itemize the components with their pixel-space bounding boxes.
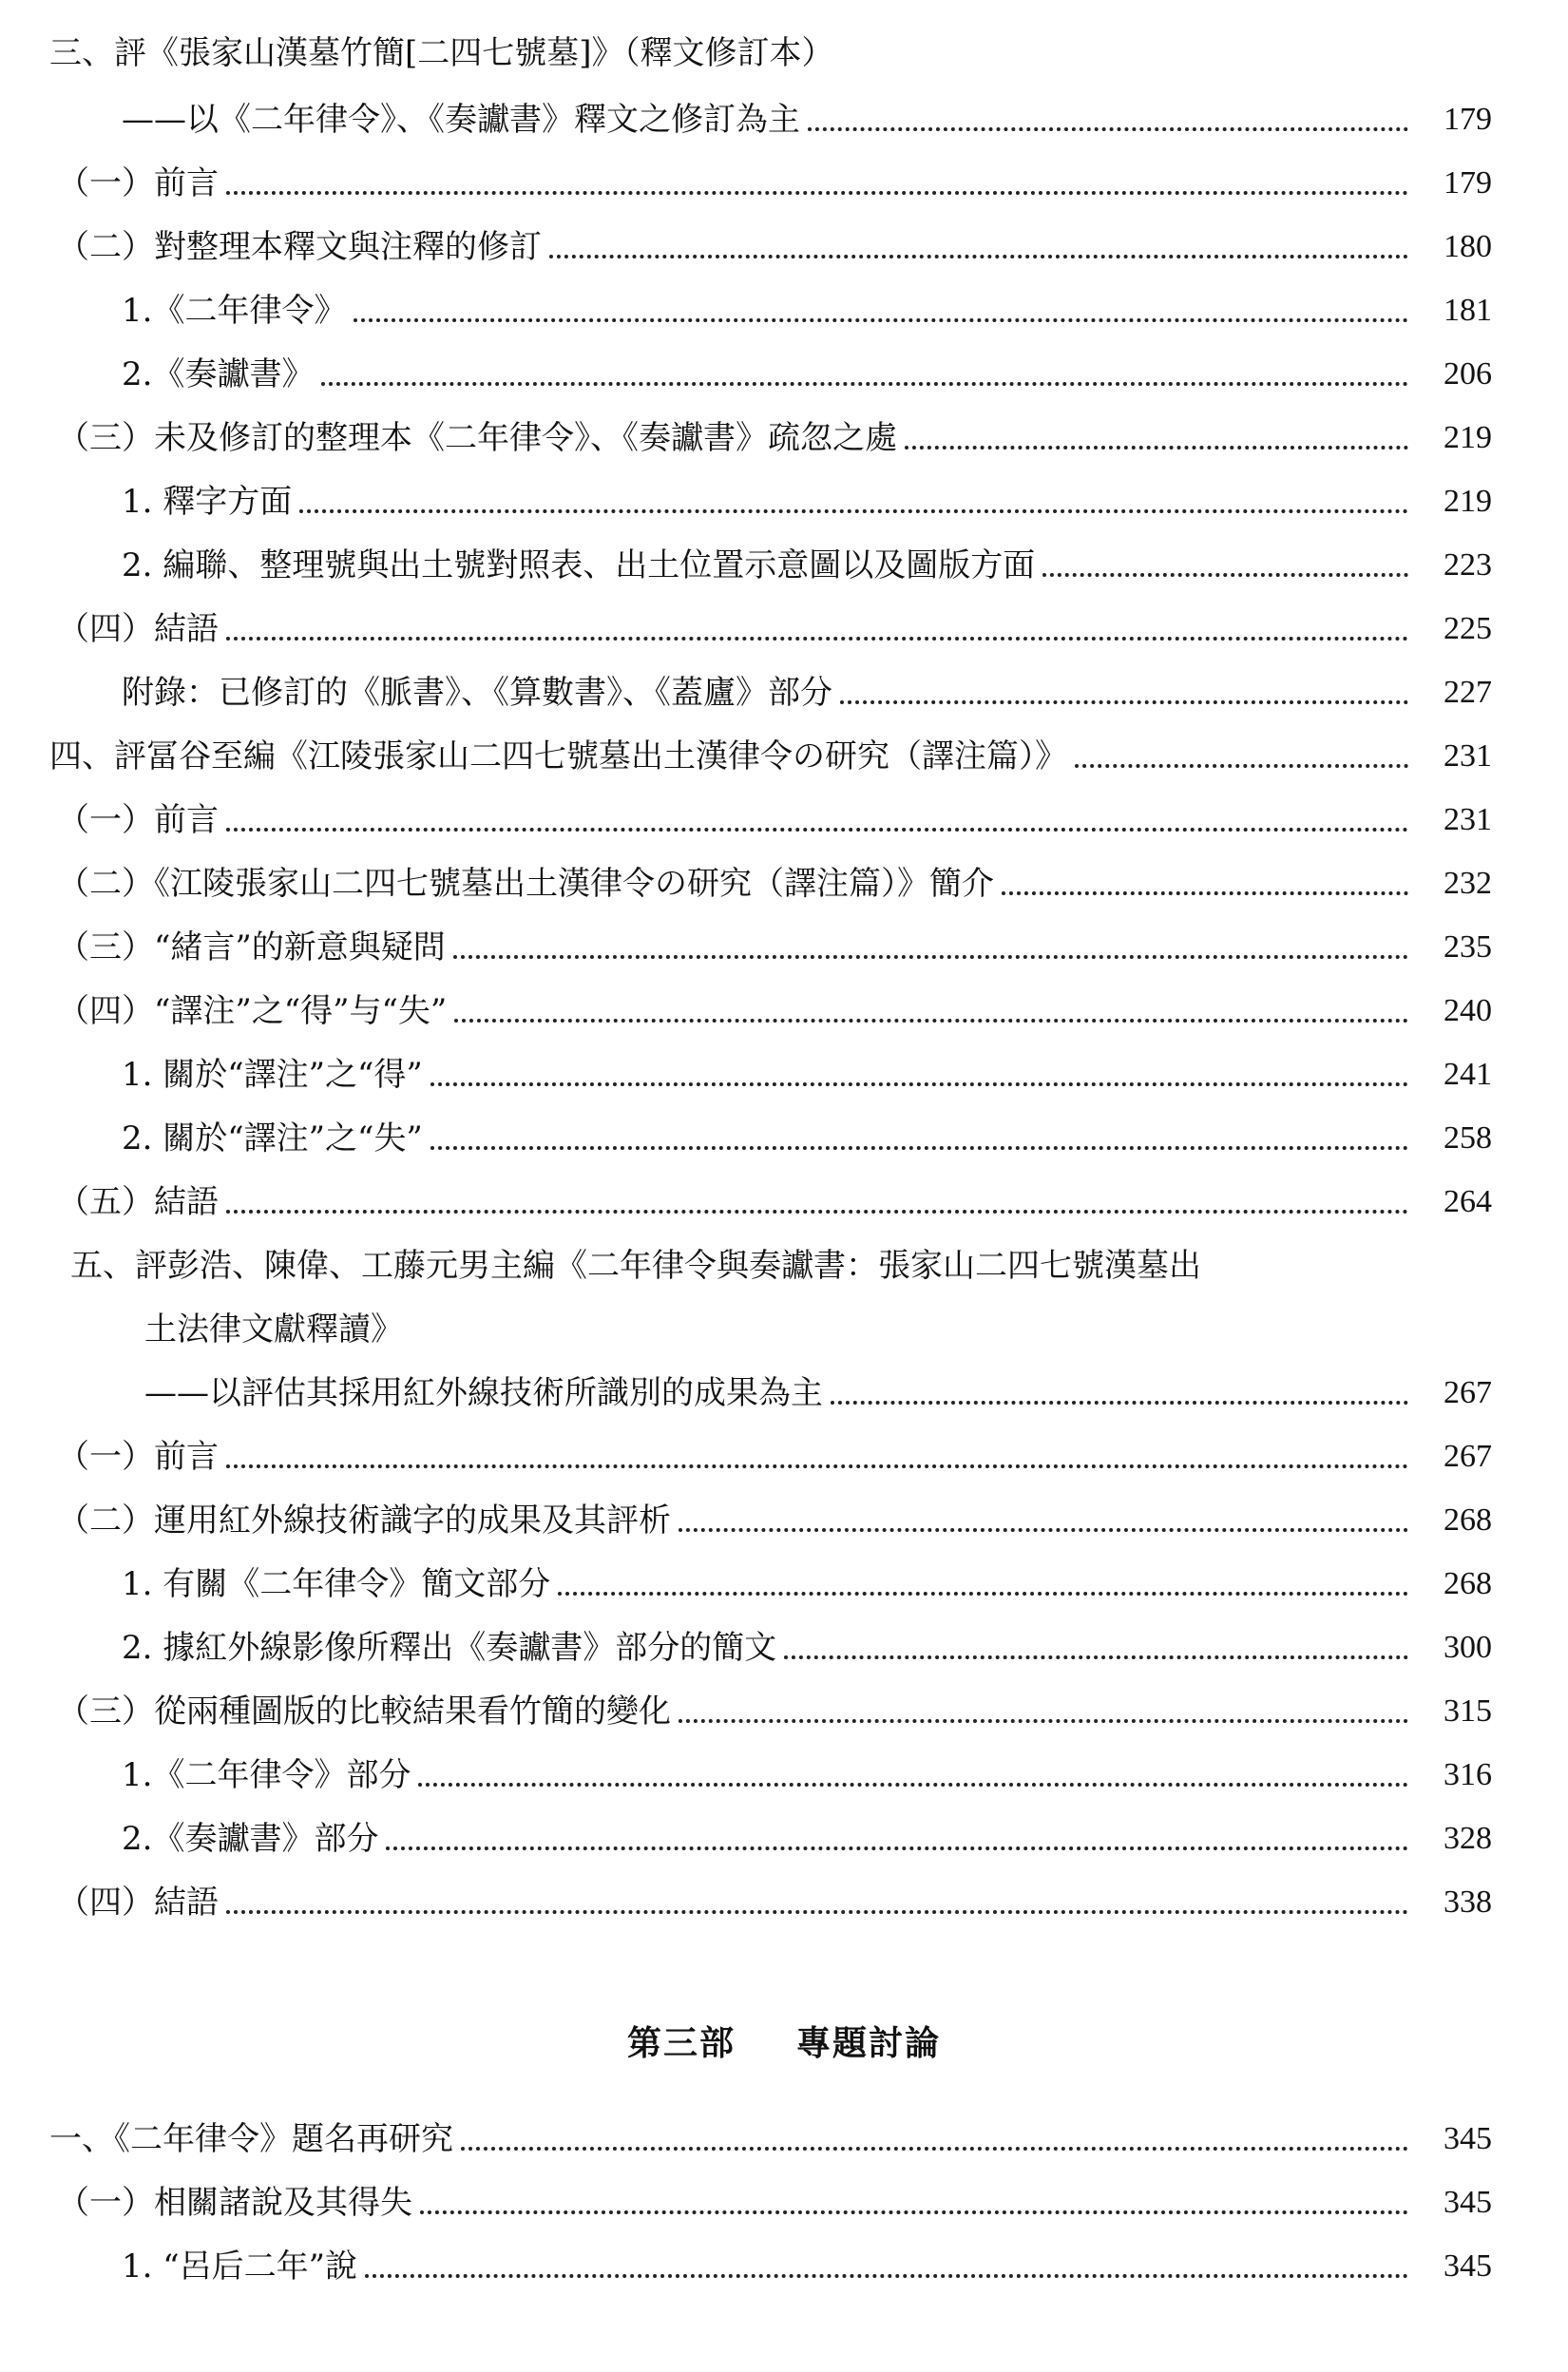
- toc-entry: 1. 關於“譯注”之“得” 241: [122, 1056, 1492, 1094]
- toc-entry: 2. 據紅外線影像所釋出《奏讞書》部分的簡文 300: [122, 1629, 1492, 1667]
- toc-heading-3: 三、評《張家山漢墓竹簡[二四七號墓]》（釋文修訂本）: [49, 34, 834, 72]
- toc-heading-1: 一、《二年律令》題名再研究 345: [49, 2120, 1492, 2158]
- part-number: 第三部: [626, 2024, 736, 2063]
- toc-entry: （一）前言 231: [57, 801, 1492, 839]
- toc-entry: （一）前言 179: [57, 164, 1492, 202]
- toc-entry: （四）結語 338: [57, 1884, 1492, 1922]
- toc-entry: ——以評估其採用紅外線技術所識別的成果為主 267: [144, 1374, 1492, 1412]
- toc-entry: （三）從兩種圖版的比較結果看竹簡的變化 315: [57, 1693, 1492, 1731]
- toc-entry: （五）結語 264: [57, 1183, 1492, 1221]
- toc-entry: （三）“緒言”的新意與疑問 235: [57, 928, 1492, 966]
- toc-entry: （二）運用紅外線技術識字的成果及其評析 268: [57, 1502, 1492, 1540]
- toc-entry: 2. 關於“譯注”之“失” 258: [122, 1119, 1492, 1157]
- toc-entry: （四）結語 225: [57, 610, 1492, 648]
- toc-entry: 1.《二年律令》部分 316: [122, 1756, 1492, 1794]
- toc-entry: 1. “呂后二年”說 345: [122, 2248, 1492, 2286]
- toc-entry: 1. 有關《二年律令》簡文部分 268: [122, 1565, 1492, 1603]
- toc-entry: （二）對整理本釋文與注釋的修訂 180: [57, 228, 1492, 266]
- toc-entry: 附錄：已修訂的《脈書》、《算數書》、《蓋廬》部分 227: [122, 674, 1492, 712]
- toc-entry: （二）《江陵張家山二四七號墓出土漢律令の研究（譯注篇）》簡介 232: [57, 865, 1492, 903]
- toc-entry: 1.《二年律令》 181: [122, 292, 1492, 330]
- toc-heading-5: 五、評彭浩、陳偉、工藤元男主編《二年律令與奏讞書：張家山二四七號漢墓出: [70, 1247, 1201, 1285]
- toc-entry: （一）相關諸說及其得失 345: [57, 2184, 1492, 2222]
- toc-entry: （三）未及修訂的整理本《二年律令》、《奏讞書》疏忽之處 219: [57, 419, 1492, 457]
- toc-entry: 2.《奏讞書》 206: [122, 355, 1492, 393]
- part-title: 專題討論: [796, 2024, 942, 2063]
- part-heading: [0, 2019, 1568, 2069]
- toc-entry: 2. 編聯、整理號與出土號對照表、出土位置示意圖以及圖版方面 223: [122, 546, 1492, 584]
- toc-entry: （四）“譯注”之“得”与“失” 240: [57, 992, 1492, 1030]
- toc-entry: 1. 釋字方面 219: [122, 483, 1492, 521]
- toc-heading-4: 四、評冨谷至編《江陵張家山二四七號墓出土漢律令の研究（譯注篇）》 231: [49, 737, 1492, 775]
- toc-entry: ——以《二年律令》、《奏讞書》釋文之修訂為主 179: [122, 101, 1492, 139]
- toc-entry: （一）前言 267: [57, 1438, 1492, 1476]
- toc-entry: 2.《奏讞書》部分 328: [122, 1820, 1492, 1858]
- toc-heading-5-cont: 土法律文獻釋讀》: [144, 1310, 403, 1349]
